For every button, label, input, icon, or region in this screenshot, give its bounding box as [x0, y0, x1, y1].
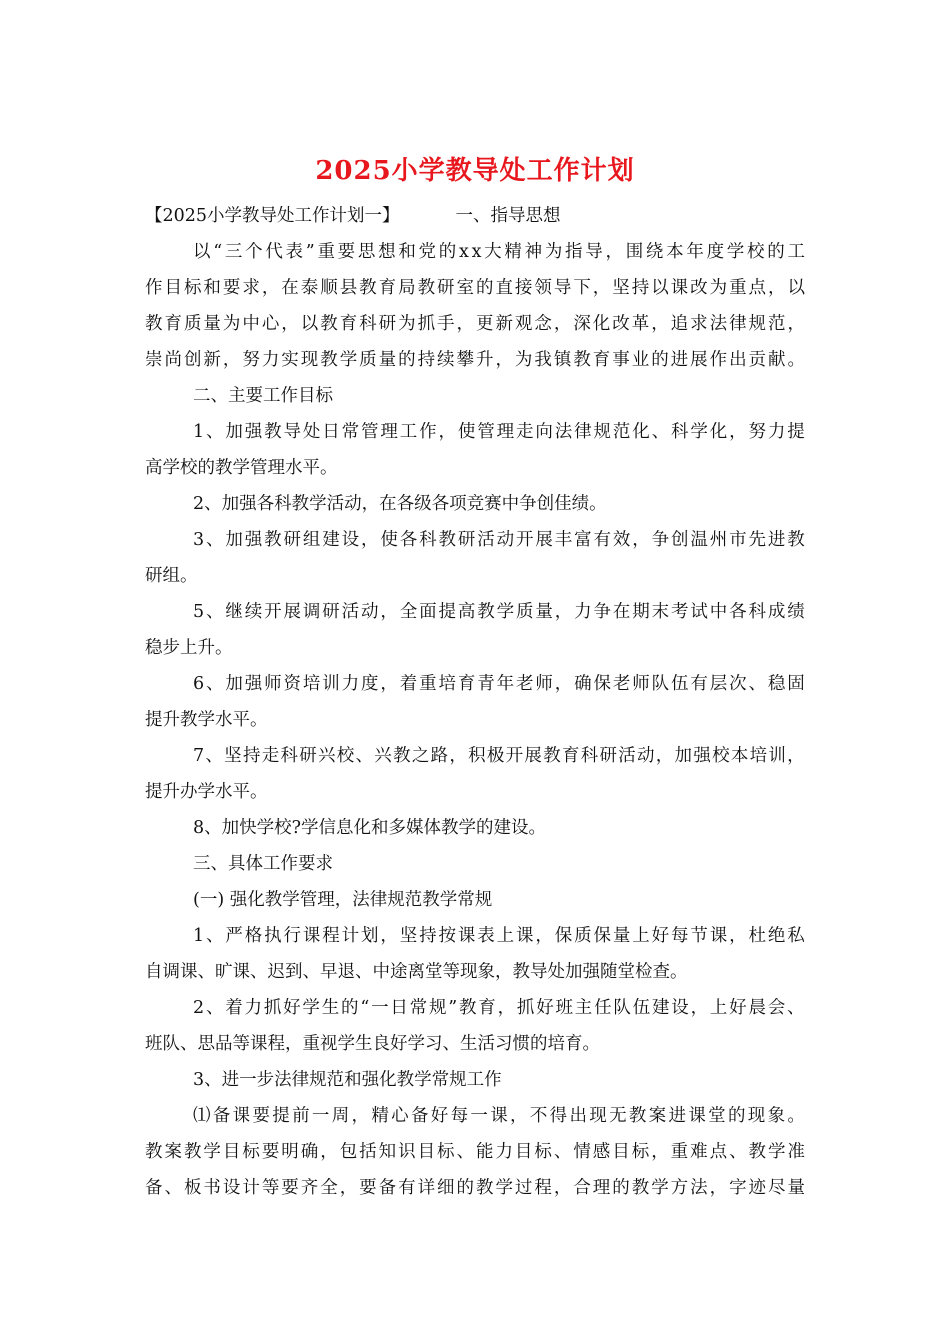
text-line: 2 、 着 力 抓 好 学 生 的 “ 一 日 常 规 ” 教 育 ， 抓 好 班 主 任 队 伍 建 设 ， 上 好 晨 会 、: [193, 998, 805, 1018]
section-heading: 一、指导思想: [455, 206, 561, 226]
text-line: 稳步上升。: [145, 638, 233, 658]
document-title: 2025小学教导处工作计划: [315, 156, 635, 186]
document-body: [145, 198, 805, 1206]
text-line: 6 、 加 强 师 资 培 训 力 度 ， 着 重 培 育 青 年 老 师 ， 确 保 老 师 队 伍 有 层 次 、 稳 固: [193, 674, 805, 694]
text-line: 5 、 继 续 开 展 调 研 活 动 ， 全 面 提 高 教 学 质 量 ， 力 争 在 期 末 考 试 中 各 科 成 绩: [193, 602, 805, 622]
text-line: 研组。: [145, 566, 198, 586]
text-line: 高学校的教学管理水平。: [145, 458, 338, 478]
text-line: 提升教学水平。: [145, 710, 268, 730]
text-line: 班队、思品等课程，重视学生良好学习、生活习惯的培育。: [145, 1034, 600, 1054]
text-line: (一) 强化教学管理，法律规范教学常规: [193, 890, 493, 910]
text-line: 教 育 质 量 为 中 心 ， 以 教 育 科 研 为 抓 手 ， 更 新 观 念 ， 深 化 改 革 ， 追 求 法 律 规 范 ，: [145, 314, 805, 334]
plan-label: 【2025小学教导处工作计划一】: [145, 206, 400, 226]
text-line: 8、加快学校?学信息化和多媒体教学的建设。: [193, 818, 547, 838]
text-line: 作 目 标 和 要 求 ， 在 泰 顺 县 教 育 局 教 研 室 的 直 接 领 导 下 ， 坚 持 以 课 改 为 重 点 ， 以: [145, 278, 805, 298]
text-line: 以 “ 三 个 代 表 ” 重 要 思 想 和 党 的 x x 大 精 神 为 指 导 ， 围 绕 本 年 度 学 校 的 工: [193, 242, 805, 262]
text-line: 崇 尚 创 新 ， 努 力 实 现 教 学 质 量 的 持 续 攀 升 ， 为 我 镇 教 育 事 业 的 进 展 作 出 贡 献 。: [145, 350, 805, 370]
text-line: 三、具体工作要求: [193, 854, 333, 874]
first-line: [145, 198, 805, 234]
text-line: 提升办学水平。: [145, 782, 268, 802]
text-line: 2、加强各科教学活动，在各级各项竞赛中争创佳绩。: [193, 494, 607, 514]
spacer: [400, 198, 456, 234]
text-line: ⑴ 备 课 要 提 前 一 周 ， 精 心 备 好 每 一 课 ， 不 得 出 现 无 教 案 进 课 堂 的 现 象 。: [193, 1106, 805, 1126]
text-line: 二、主要工作目标: [193, 386, 333, 406]
text-line: 3、进一步法律规范和强化教学常规工作: [193, 1070, 502, 1090]
text-line: 3 、 加 强 教 研 组 建 设 ， 使 各 科 教 研 活 动 开 展 丰 富 有 效 ， 争 创 温 州 市 先 进 教: [193, 530, 805, 550]
text-line: 1 、 严 格 执 行 课 程 计 划 ， 坚 持 按 课 表 上 课 ， 保 质 保 量 上 好 每 节 课 ， 杜 绝 私: [193, 926, 805, 946]
text-line: 7 、 坚 持 走 科 研 兴 校 、 兴 教 之 路 ， 积 极 开 展 教 育 科 研 活 动 ， 加 强 校 本 培 训 ，: [193, 746, 805, 766]
text-line: 教 案 教 学 目 标 要 明 确 ， 包 括 知 识 目 标 、 能 力 目 标 、 情 感 目 标 ， 重 难 点 、 教 学 准: [145, 1142, 805, 1162]
text-line: 1 、 加 强 教 导 处 日 常 管 理 工 作 ， 使 管 理 走 向 法 律 规 范 化 、 科 学 化 ， 努 力 提: [193, 422, 805, 442]
text-line: 自调课、旷课、迟到、早退、中途离堂等现象，教导处加强随堂检查。: [145, 962, 688, 982]
text-line: 备 、 板 书 设 计 等 要 齐 全 ， 要 备 有 详 细 的 教 学 过 程 ， 合 理 的 教 学 方 法 ， 字 迹 尽 量: [145, 1178, 805, 1198]
